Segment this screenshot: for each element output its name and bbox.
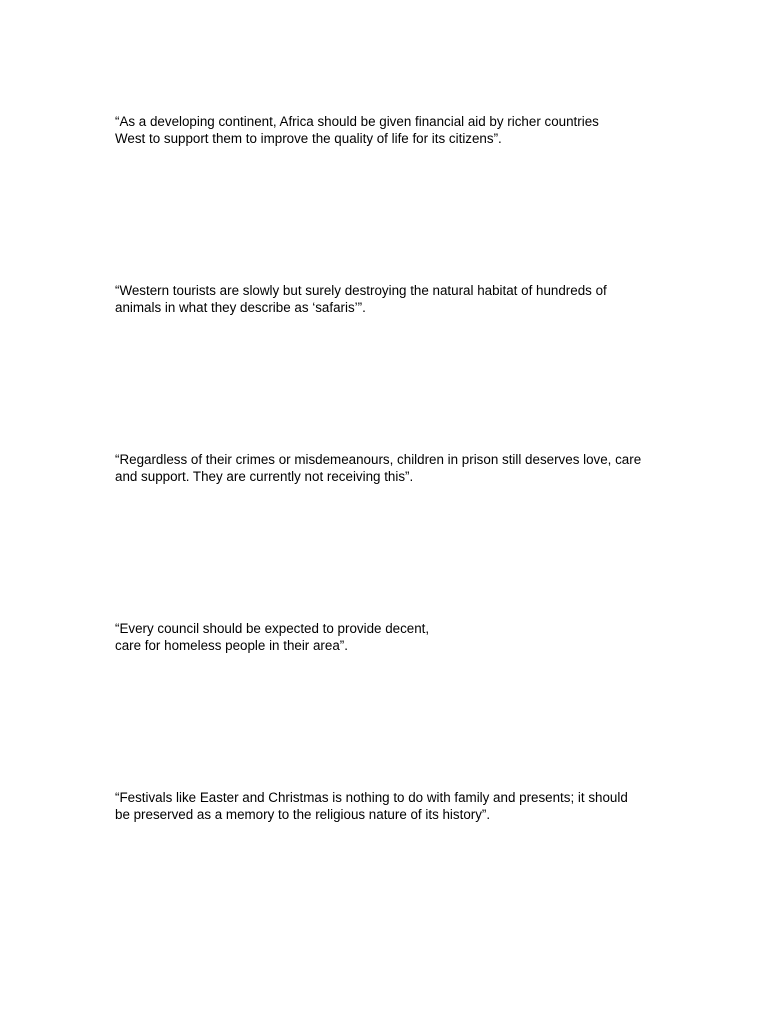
statement-1 [115, 113, 715, 147]
statement-line: “Western tourists are slowly but surely destroying the natural habitat of hundreds of [115, 283, 607, 298]
statement-line: “Regardless of their crimes or misdemeanours, children in prison still deserves love, care [115, 452, 642, 467]
statement-line: care for homeless people in their area”. [115, 638, 348, 653]
statement-3 [115, 451, 715, 485]
statement-line: and support. They are currently not receiving this”. [115, 469, 414, 484]
statement-line: animals in what they describe as ‘safaris’”. [115, 300, 366, 315]
statement-line: be preserved as a memory to the religious nature of its history”. [115, 807, 491, 822]
statement-4 [115, 620, 715, 654]
statement-line: “Festivals like Easter and Christmas is nothing to do with family and presents; it should [115, 790, 628, 805]
statement-line: “Every council should be expected to provide decent, [115, 621, 430, 636]
statement-5 [115, 789, 715, 823]
statement-2 [115, 282, 715, 316]
statement-line: “As a developing continent, Africa should be given financial aid by richer countries [115, 114, 599, 129]
statement-line: West to support them to improve the quality of life for its citizens”. [115, 131, 502, 146]
